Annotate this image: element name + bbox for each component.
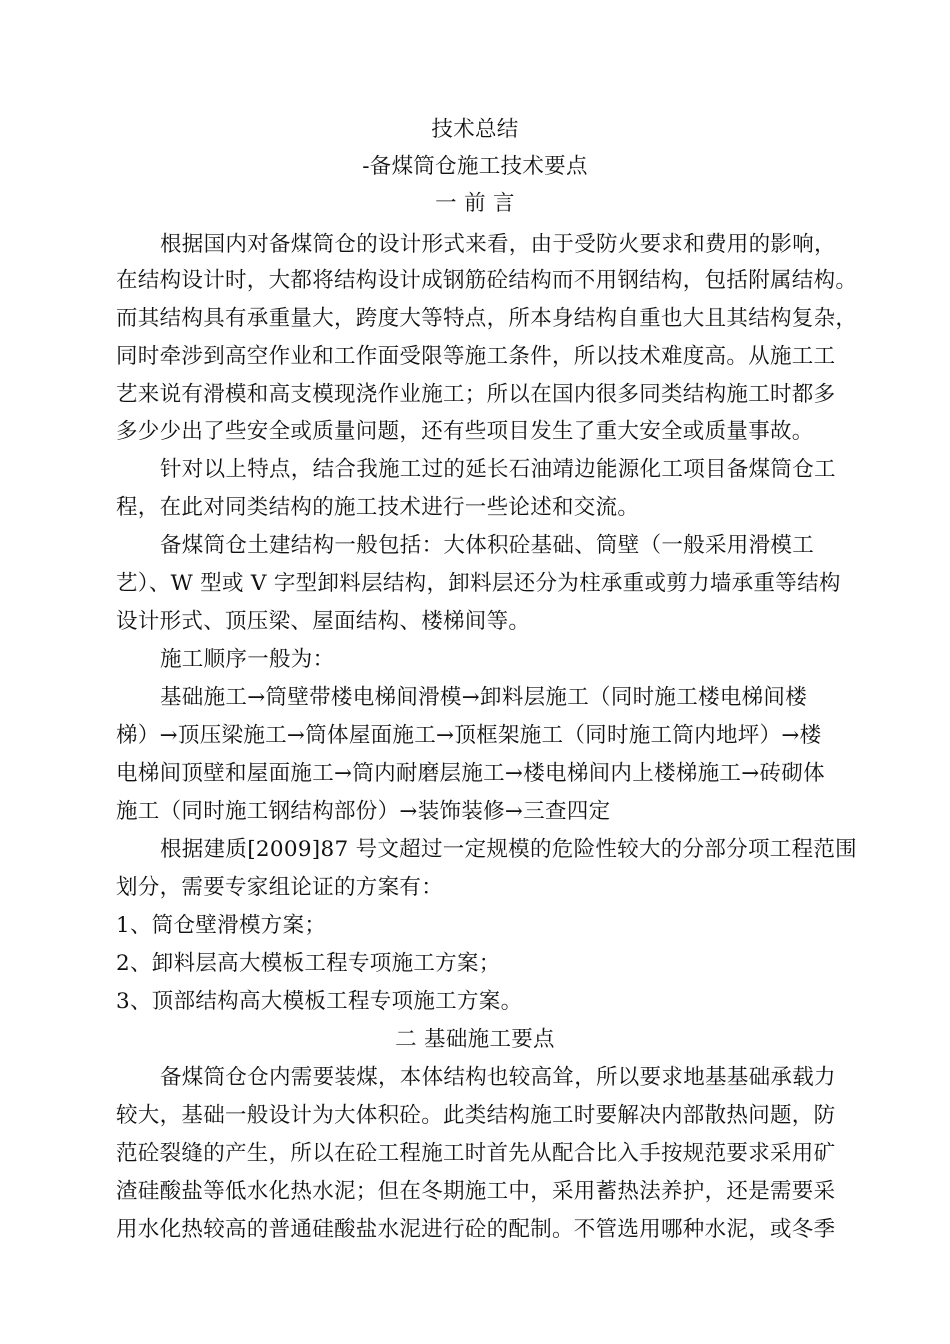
paragraph-line: 用水化热较高的普通硅酸盐水泥进行砼的配制。不管选用哪种水泥，或冬季	[116, 1217, 836, 1242]
paragraph-line: 基础施工→筒壁带楼电梯间滑模→卸料层施工（同时施工楼电梯间楼	[160, 685, 808, 710]
paragraph-line: 同时牵涉到高空作业和工作面受限等施工条件，所以技术难度高。从施工工	[116, 344, 836, 369]
paragraph-line: 根据建质[2009]87 号文超过一定规模的危险性较大的分部分项工程范围	[160, 837, 857, 862]
paragraph-line: 而其结构具有承重量大，跨度大等特点，所本身结构自重也大且其结构复杂，	[116, 306, 858, 331]
paragraph-line: 设计形式、顶压梁、屋面结构、楼梯间等。	[116, 609, 531, 634]
section-heading-preface: 一 前 言	[435, 191, 515, 216]
list-item: 2、卸料层高大模板工程专项施工方案；	[116, 951, 501, 976]
paragraph-line: 针对以上特点，结合我施工过的延长石油靖边能源化工项目备煤筒仓工	[160, 457, 836, 482]
paragraph-line: 划分，需要专家组论证的方案有：	[116, 875, 444, 900]
paragraph-line: 梯）→顶压梁施工→筒体屋面施工→顶框架施工（同时施工筒内地坪）→楼	[116, 723, 822, 748]
list-item: 1、筒仓壁滑模方案；	[116, 913, 327, 938]
paragraph-line: 艺）、W 型或 V 字型卸料层结构，卸料层还分为柱承重或剪力墙承重等结构	[116, 571, 841, 596]
paragraph-line: 多少少出了些安全或质量问题，还有些项目发生了重大安全或质量事故。	[116, 419, 814, 444]
paragraph-line: 施工顺序一般为：	[160, 647, 335, 672]
list-item: 3、顶部结构高大模板工程专项施工方案。	[116, 989, 523, 1014]
paragraph-line: 渣硅酸盐等低水化热水泥；但在冬期施工中，采用蓄热法养护，还是需要采	[116, 1179, 836, 1204]
section-heading-foundation: 二 基础施工要点	[395, 1027, 555, 1052]
paragraph-line: 艺来说有滑模和高支模现浇作业施工；所以在国内很多同类结构施工时都多	[116, 382, 836, 407]
paragraph-line: 施工（同时施工钢结构部份）→装饰装修→三查四定	[116, 799, 611, 824]
document-title: 技术总结	[431, 117, 519, 142]
paragraph-line: 范砼裂缝的产生，所以在砼工程施工时首先从配合比入手按规范要求采用矿	[116, 1141, 836, 1166]
paragraph-line: 在结构设计时，大都将结构设计成钢筋砼结构而不用钢结构，包括附属结构。	[116, 268, 858, 293]
paragraph-line: 程，在此对同类结构的施工技术进行一些论述和交流。	[116, 495, 640, 520]
paragraph-line: 较大，基础一般设计为大体积砼。此类结构施工时要解决内部散热问题，防	[116, 1103, 836, 1128]
document-subtitle: -备煤筒仓施工技术要点	[362, 154, 588, 179]
paragraph-line: 根据国内对备煤筒仓的设计形式来看，由于受防火要求和费用的影响，	[160, 232, 836, 257]
paragraph-line: 电梯间顶壁和屋面施工→筒内耐磨层施工→楼电梯间内上楼梯施工→砖砌体	[116, 761, 825, 786]
paragraph-line: 备煤筒仓仓内需要装煤，本体结构也较高耸，所以要求地基基础承载力	[160, 1065, 836, 1090]
paragraph-line: 备煤筒仓土建结构一般包括：大体积砼基础、筒壁（一般采用滑模工	[160, 533, 815, 558]
